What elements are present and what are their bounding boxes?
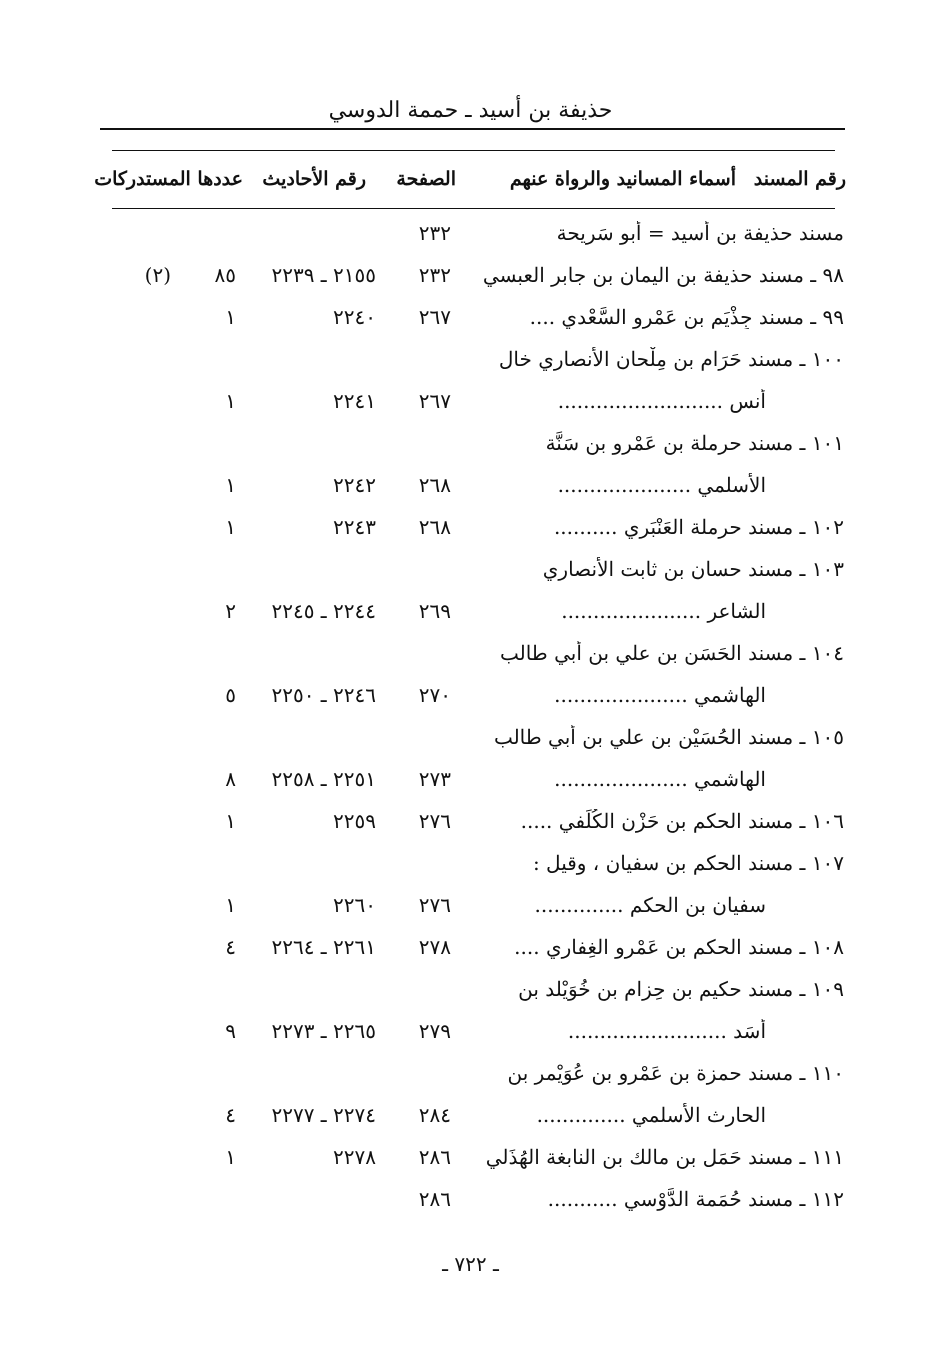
entry-page: ٢٦٩ [418,599,451,623]
table-row [0,1013,941,1055]
entry-count: ١ [225,1145,236,1169]
entry-text: ١١٢ ـ مسند حُمَمة الدَّوْسي ........... [547,1187,844,1211]
entry-text: أَسَد ......................... [567,1019,766,1043]
entry-hadith-numbers: ٢٢٦٥ ـ ٢٢٧٣ [271,1019,376,1043]
entry-hadith-numbers: ٢٢٧٨ [333,1145,376,1169]
table-row [0,593,941,635]
table-row [0,1097,941,1139]
entry-text: ١٠٢ ـ مسند حرملة العَنْبَري .......... [553,515,844,539]
table-row [0,257,941,299]
entry-page: ٢٧٨ [418,935,451,959]
table-row [0,551,941,593]
entry-hadith-numbers: ٢٢٦٠ [333,893,376,917]
entry-count: ٤ [225,935,236,959]
entry-text: ١١٠ ـ مسند حمزة بن عَمْرو بن عُوَيْمر بن [507,1061,844,1085]
entry-count: ٨٥ [214,263,236,287]
table-row [0,845,941,887]
column-header-names: أسماء المسانيد والرواة عنهم [509,168,736,190]
entry-page: ٢٦٧ [418,389,451,413]
table-row [0,929,941,971]
entry-text: الهاشمي ..................... [554,767,766,791]
entry-text: ٩٩ ـ مسند جِذْيَم بن عَمْرو السَّعْدي .... [529,305,844,329]
entry-hadith-numbers: ٢٢٤٠ [333,305,376,329]
table-row [0,803,941,845]
column-header-count-addenda: عددها المستدركات [94,168,243,190]
entry-count: ١ [225,305,236,329]
entry-text: أنس .......................... [557,389,766,413]
entry-text: ٩٨ ـ مسند حذيفة بن اليمان بن جابر العبسي [482,263,844,287]
table-row [0,1055,941,1097]
header-rule-secondary [112,150,835,151]
entry-text: مسند حذيفة بن أَسيد = أبو سَرِيحة [556,221,844,245]
entry-text: سفيان بن الحكم .............. [534,893,766,917]
entry-text: ١٠٨ ـ مسند الحكم بن عَمْرو الغِفاري .... [514,935,844,959]
table-row [0,719,941,761]
index-table [0,215,941,1223]
entry-addenda: (٢) [144,263,171,287]
table-row [0,1181,941,1223]
column-header-musnad-no: رقم المسند [753,168,846,190]
entry-text: ١٠٧ ـ مسند الحكم بن سفيان ، وقيل : [532,851,844,875]
table-row [0,509,941,551]
entry-page: ٢٧٠ [418,683,451,707]
entry-page: ٢٣٢ [418,221,451,245]
entry-hadith-numbers: ٢٢٤١ [333,389,376,413]
entry-count: ٥ [225,683,236,707]
header-rule [100,128,845,130]
column-header-rule [112,208,835,209]
entry-page: ٢٧٩ [418,1019,451,1043]
entry-hadith-numbers: ٢٢٥١ ـ ٢٢٥٨ [271,767,376,791]
entry-page: ٢٧٦ [418,809,451,833]
column-header-hadith-numbers: رقم الأحاديث [262,168,366,190]
page-number: ـ ٧٢٢ ـ [442,1252,499,1276]
entry-text: الهاشمي ..................... [554,683,766,707]
table-row [0,215,941,257]
entry-hadith-numbers: ٢١٥٥ ـ ٢٢٣٩ [271,263,376,287]
entry-text: ١٠٠ ـ مسند حَرَام بن مِلْحان الأنصاري خال [498,347,844,371]
table-row [0,887,941,929]
table-row [0,425,941,467]
entry-text: الأسلمي ..................... [557,473,766,497]
entry-hadith-numbers: ٢٢٤٦ ـ ٢٢٥٠ [271,683,376,707]
entry-text: ١٠١ ـ مسند حرملة بن عَمْرو بن سَنَّة [545,431,844,455]
entry-count: ٩ [225,1019,236,1043]
entry-count: ٨ [225,767,236,791]
entry-page: ٢٣٢ [418,263,451,287]
table-row [0,299,941,341]
entry-hadith-numbers: ٢٢٦١ ـ ٢٢٦٤ [271,935,376,959]
entry-text: الشاعر ...................... [561,599,766,623]
table-row [0,761,941,803]
table-row [0,677,941,719]
entry-text: ١٠٥ ـ مسند الحُسَيْن بن علي بن أبي طالب [493,725,844,749]
entry-count: ١ [225,515,236,539]
entry-page: ٢٧٣ [418,767,451,791]
entry-page: ٢٨٤ [418,1103,451,1127]
column-header-page: الصفحة [396,168,456,190]
entry-count: ١ [225,473,236,497]
entry-page: ٢٧٦ [418,893,451,917]
entry-hadith-numbers: ٢٢٥٩ [333,809,376,833]
entry-page: ٢٨٦ [418,1187,451,1211]
entry-hadith-numbers: ٢٢٤٢ [333,473,376,497]
entry-count: ٤ [225,1103,236,1127]
entry-text: ١٠٦ ـ مسند الحكم بن حَزْن الكُلَفي ..... [520,809,844,833]
entry-page: ٢٦٧ [418,305,451,329]
entry-count: ١ [225,389,236,413]
table-row [0,971,941,1013]
entry-text: ١١١ ـ مسند حَمَل بن مالك بن النابغة الهُذَلي [485,1145,844,1169]
running-header: حذيفة بن أسيد ـ حممة الدوسي [328,98,613,123]
table-row [0,467,941,509]
entry-count: ١ [225,809,236,833]
table-row [0,341,941,383]
entry-text: ١٠٤ ـ مسند الحَسَن بن علي بن أبي طالب [499,641,844,665]
entry-text: ١٠٩ ـ مسند حكيم بن حِزام بن خُوَيْلد بن [518,977,844,1001]
table-row [0,383,941,425]
column-headers [0,168,941,200]
entry-count: ١ [225,893,236,917]
table-row [0,1139,941,1181]
table-row [0,635,941,677]
entry-page: ٢٦٨ [418,515,451,539]
entry-count: ٢ [225,599,236,623]
entry-text: ١٠٣ ـ مسند حسان بن ثابت الأنصاري [542,557,844,581]
entry-hadith-numbers: ٢٢٤٤ ـ ٢٢٤٥ [271,599,376,623]
entry-hadith-numbers: ٢٢٧٤ ـ ٢٢٧٧ [271,1103,376,1127]
entry-text: الحارث الأسلمي .............. [536,1103,766,1127]
entry-page: ٢٨٦ [418,1145,451,1169]
entry-page: ٢٦٨ [418,473,451,497]
entry-hadith-numbers: ٢٢٤٣ [333,515,376,539]
